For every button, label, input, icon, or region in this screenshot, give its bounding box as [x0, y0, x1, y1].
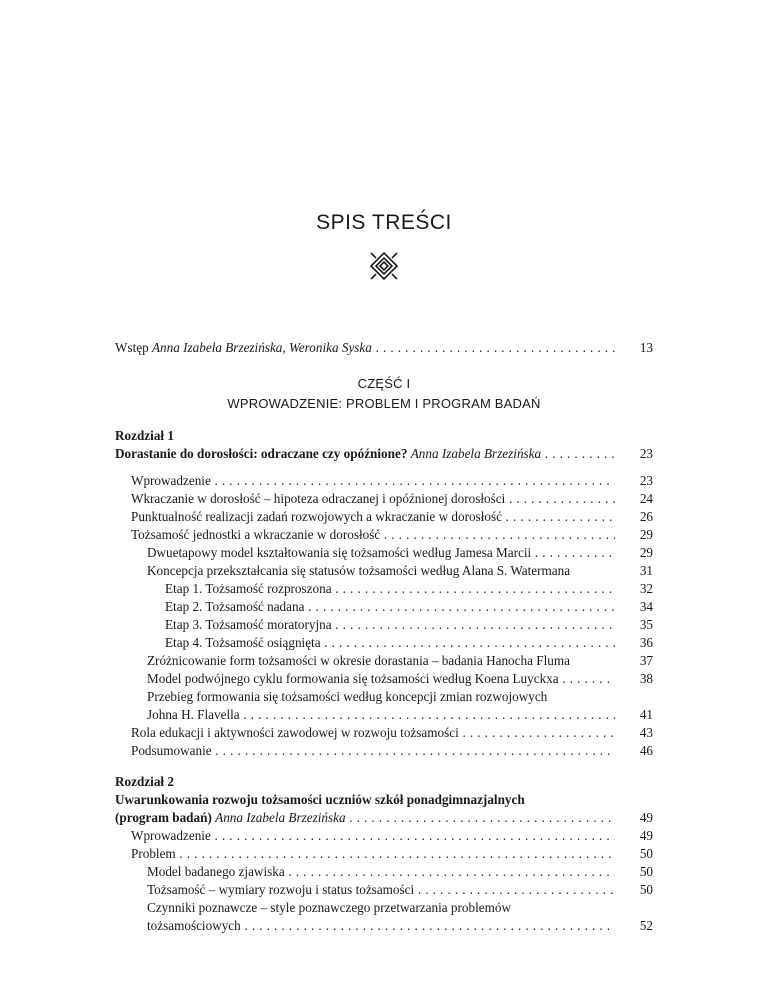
- chapter-title-row: [115, 809, 653, 827]
- entry-text: Zróżnicowanie form tożsamości w okresie dorastania – badania Hanocha Fluma: [147, 653, 570, 668]
- entry-text-wrapper: [165, 598, 615, 616]
- page-number: 50: [639, 846, 653, 861]
- entry-text-wrapper: [165, 616, 615, 634]
- chapter-label: [115, 427, 653, 445]
- entry-text-wrapper: [147, 706, 615, 724]
- entry-text-wrapper: [131, 508, 615, 526]
- page-number: 49: [639, 828, 653, 843]
- entry-text: Uwarunkowania rozwoju tożsamości uczniów szkół ponadgimnazjalnych: [115, 792, 525, 807]
- toc-entry: [115, 634, 653, 652]
- toc-entry: [115, 742, 653, 760]
- entry-text: Wprowadzenie . . .: [131, 828, 615, 843]
- toc-entry-intro: [115, 339, 653, 357]
- entry-text-wrapper: [115, 791, 615, 809]
- page-number: 49: [639, 810, 653, 825]
- chapter-title-line1: [115, 791, 653, 809]
- toc-entry: [115, 490, 653, 508]
- entry-text: Przebieg formowania się tożsamości według koncepcji zmian rozwojowych: [147, 689, 548, 704]
- chapter-title: Dorastanie do dorosłości: odraczane czy opóźnione?: [115, 446, 411, 461]
- entry-text: Wprowadzenie . . .: [131, 473, 615, 488]
- part-title: WPROWADZENIE: PROBLEM I PROGRAM BADAŃ: [227, 396, 541, 411]
- page-number: 32: [639, 581, 653, 596]
- entry-text-wrapper: [147, 917, 615, 935]
- entry-text: Koncepcja przekształcania się statusów tożsamości według Alana S. Watermana: [147, 563, 571, 578]
- entry-text-wrapper: [115, 773, 615, 791]
- page-number: 36: [639, 635, 653, 650]
- toc-entry: [115, 580, 653, 598]
- chapter-title-row: [115, 445, 653, 463]
- page-number: 50: [639, 864, 653, 879]
- entry-text-wrapper: [147, 670, 615, 688]
- page-number: 34: [639, 599, 653, 614]
- entry-text-wrapper: [147, 562, 615, 580]
- page-number: 23: [639, 473, 653, 488]
- entry-text: Tożsamość jednostki a wkraczanie w dorosłość . . .: [131, 527, 615, 542]
- entry-text-wrapper: [147, 544, 615, 562]
- toc-entry: [115, 827, 653, 845]
- page-number: 50: [639, 882, 653, 897]
- page-number: 26: [639, 509, 653, 524]
- entry-text-wrapper: [115, 427, 615, 445]
- toc-entry: [115, 688, 653, 706]
- entry-text-wrapper: [115, 809, 615, 827]
- page-number: 29: [639, 545, 653, 560]
- entry-text-wrapper: [131, 724, 615, 742]
- toc-entry: [115, 508, 653, 526]
- entry-text: Problem . . .: [131, 846, 615, 861]
- entry-text-wrapper: [115, 445, 615, 463]
- entry-text: Etap 1. Tożsamość rozproszona . . .: [165, 581, 615, 596]
- toc-entry: [115, 845, 653, 863]
- page-number: 31: [639, 563, 653, 578]
- entry-text-wrapper: [131, 742, 615, 760]
- entry-text: Tożsamość – wymiary rozwoju i status tożsamości . . .: [147, 882, 615, 897]
- page-number: 23: [639, 446, 653, 461]
- part-number: CZĘŚĆ I: [357, 376, 411, 391]
- entry-text: Rozdział 2: [115, 774, 174, 789]
- entry-text-wrapper: [147, 863, 615, 881]
- entry-text-wrapper: [131, 526, 615, 544]
- page-number: 41: [639, 707, 653, 722]
- toc-entry: [115, 472, 653, 490]
- entry-text: Rola edukacji i aktywności zawodowej w rozwoju tożsamości . . .: [131, 725, 615, 740]
- entry-text: Model badanego zjawiska . . .: [147, 864, 615, 879]
- entry-text: Rozdział 1: [115, 428, 174, 443]
- page-number: 37: [639, 653, 653, 668]
- entry-text: [115, 340, 615, 355]
- toc-entry: [115, 544, 653, 562]
- chapter-title: (program badań): [115, 810, 216, 825]
- chapter-author: Anna Izabela Brzezińska: [215, 810, 346, 825]
- entry-text-wrapper: [115, 339, 615, 357]
- entry-text: Johna H. Flavella . . .: [147, 707, 615, 722]
- entry-text: Dwuetapowy model kształtowania się tożsamości według Jamesa Marcii . . .: [147, 545, 615, 560]
- toc-entry: [115, 899, 653, 917]
- entry-text-wrapper: [147, 652, 615, 670]
- intro-authors: Anna Izabela Brzezińska, Weronika Syska: [152, 340, 372, 355]
- entry-text: Wkraczanie w dorosłość – hipoteza odraczanej i opóźnionej dorosłości . . .: [131, 491, 615, 506]
- toc-entry: [115, 652, 653, 670]
- page-number: 29: [639, 527, 653, 542]
- entry-text: Podsumowanie . . .: [131, 743, 615, 758]
- toc-entry: [115, 863, 653, 881]
- chapter-label: [115, 773, 653, 791]
- toc-entry: [115, 616, 653, 634]
- entry-text-wrapper: [131, 845, 615, 863]
- entry-text: Etap 4. Tożsamość osiągnięta . . .: [165, 635, 615, 650]
- toc-entry: [115, 724, 653, 742]
- entry-text: Czynniki poznawcze – style poznawczego przetwarzania problemów: [147, 900, 511, 915]
- entry-text: Etap 2. Tożsamość nadana . . .: [165, 599, 615, 614]
- entry-text-wrapper: [131, 472, 615, 490]
- entry-text-wrapper: [147, 688, 615, 706]
- entry-text: tożsamościowych . . .: [147, 918, 615, 933]
- entry-text-wrapper: [131, 827, 615, 845]
- chapter-author: Anna Izabela Brzezińska: [410, 446, 542, 461]
- page-number: 46: [639, 743, 653, 758]
- entry-text: Punktualność realizacji zadań rozwojowych a wkraczanie w dorosłość . . .: [131, 509, 615, 524]
- entry-text: Etap 3. Tożsamość moratoryjna . . .: [165, 617, 615, 632]
- toc-entry: [115, 706, 653, 724]
- toc-entry: [115, 526, 653, 544]
- toc-entry: [115, 917, 653, 935]
- toc-entry: [115, 598, 653, 616]
- entry-text-wrapper: [165, 580, 615, 598]
- page-number: 52: [639, 918, 653, 933]
- entry-text: [115, 810, 615, 825]
- page-title: SPIS TREŚCI: [316, 211, 452, 234]
- entry-text: Model podwójnego cyklu formowania się tożsamości według Koena Luyckxa . . .: [147, 671, 615, 686]
- entry-text-wrapper: [147, 881, 615, 899]
- page-number: 38: [639, 671, 653, 686]
- entry-text-wrapper: [131, 490, 615, 508]
- page-number: 13: [639, 340, 653, 355]
- entry-text-wrapper: [165, 634, 615, 652]
- toc-entry: [115, 562, 653, 580]
- entry-text-wrapper: [147, 899, 615, 917]
- toc-entry: [115, 670, 653, 688]
- page-number: 35: [639, 617, 653, 632]
- entry-text: [115, 446, 615, 461]
- page-number: 24: [639, 491, 653, 506]
- page-number: 43: [639, 725, 653, 740]
- ornament-icon: [369, 251, 399, 281]
- toc-entry: [115, 881, 653, 899]
- intro-label: Wstęp: [115, 340, 152, 355]
